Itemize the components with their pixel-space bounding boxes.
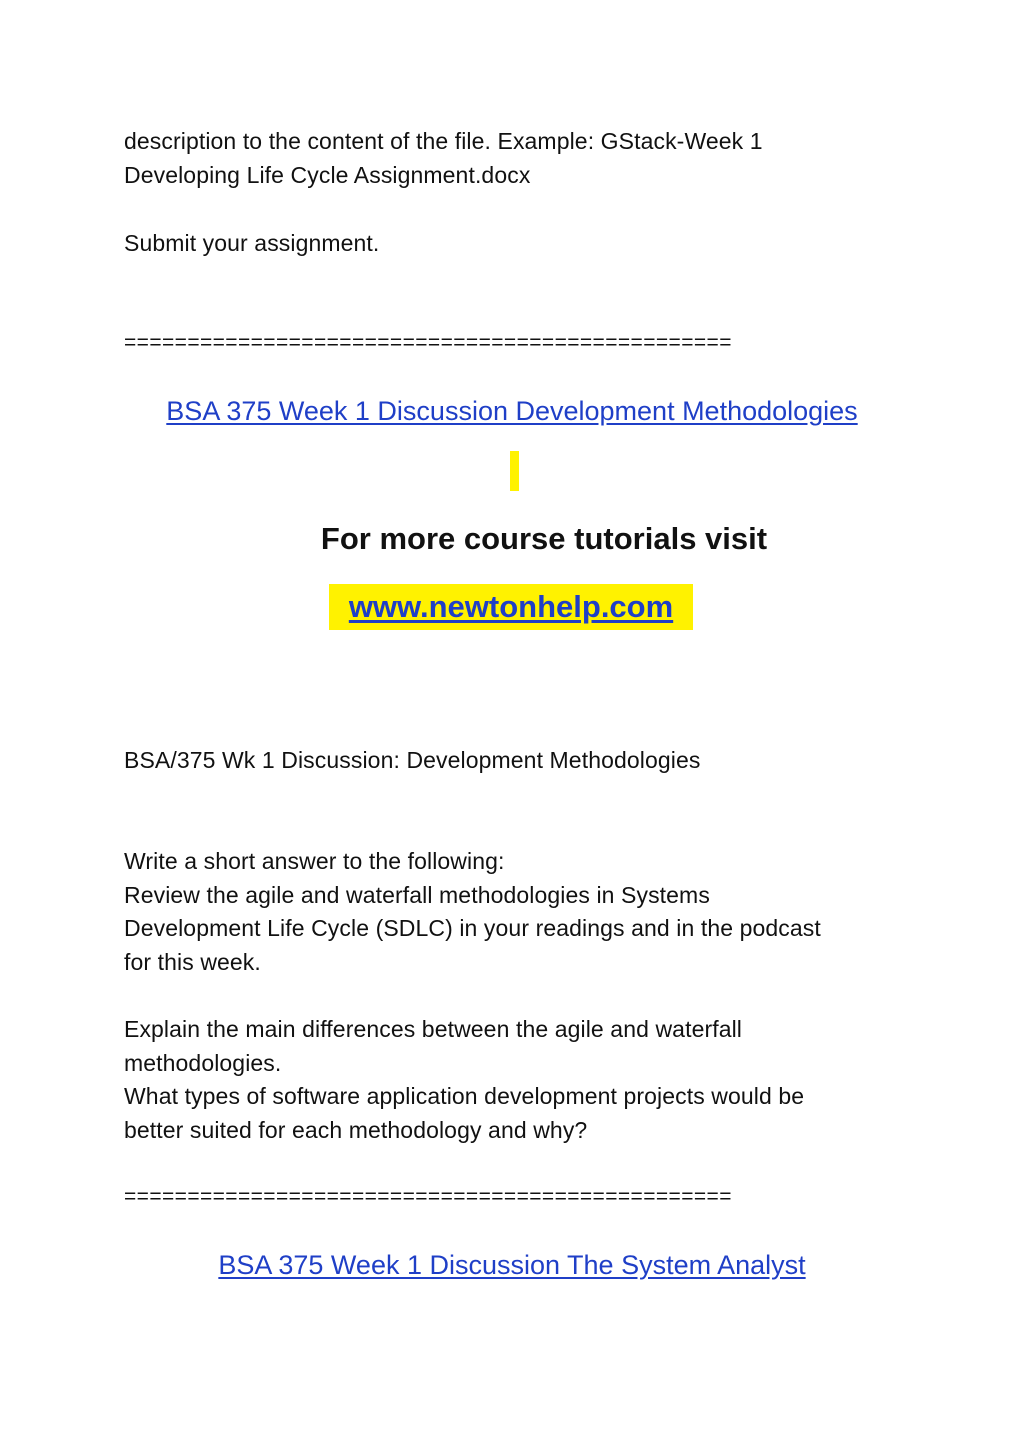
separator-top: ================================================ xyxy=(124,331,732,354)
intro-line-1: description to the content of the file. Example: GStack-Week 1 xyxy=(124,128,763,154)
link-discussion-development-methodologies[interactable]: BSA 375 Week 1 Discussion Development Methodologies xyxy=(166,396,858,426)
prompt-line: Development Life Cycle (SDLC) in your readings and in the podcast xyxy=(124,915,821,941)
question-line: methodologies. xyxy=(124,1050,282,1076)
question-line: What types of software application development projects would be xyxy=(124,1083,805,1109)
prompt-line: Review the agile and waterfall methodologies in Systems xyxy=(124,882,710,908)
link-discussion-system-analyst[interactable]: BSA 375 Week 1 Discussion The System Analyst xyxy=(218,1250,806,1280)
intro-line-2: Developing Life Cycle Assignment.docx xyxy=(124,162,531,188)
question-line: better suited for each methodology and why? xyxy=(124,1117,588,1143)
promo-link-highlight xyxy=(329,584,693,630)
highlight-marker xyxy=(510,451,519,491)
prompt-line: Write a short answer to the following: xyxy=(124,848,505,874)
submit-instruction: Submit your assignment. xyxy=(124,230,380,256)
question-line: Explain the main differences between the agile and waterfall xyxy=(124,1016,743,1042)
promo-title: For more course tutorials visit xyxy=(320,521,768,556)
discussion-heading: BSA/375 Wk 1 Discussion: Development Methodologies xyxy=(124,747,701,773)
prompt-line: for this week. xyxy=(124,949,261,975)
separator-bottom: ================================================ xyxy=(124,1185,732,1208)
promo-link[interactable]: www.newtonhelp.com xyxy=(348,589,674,624)
